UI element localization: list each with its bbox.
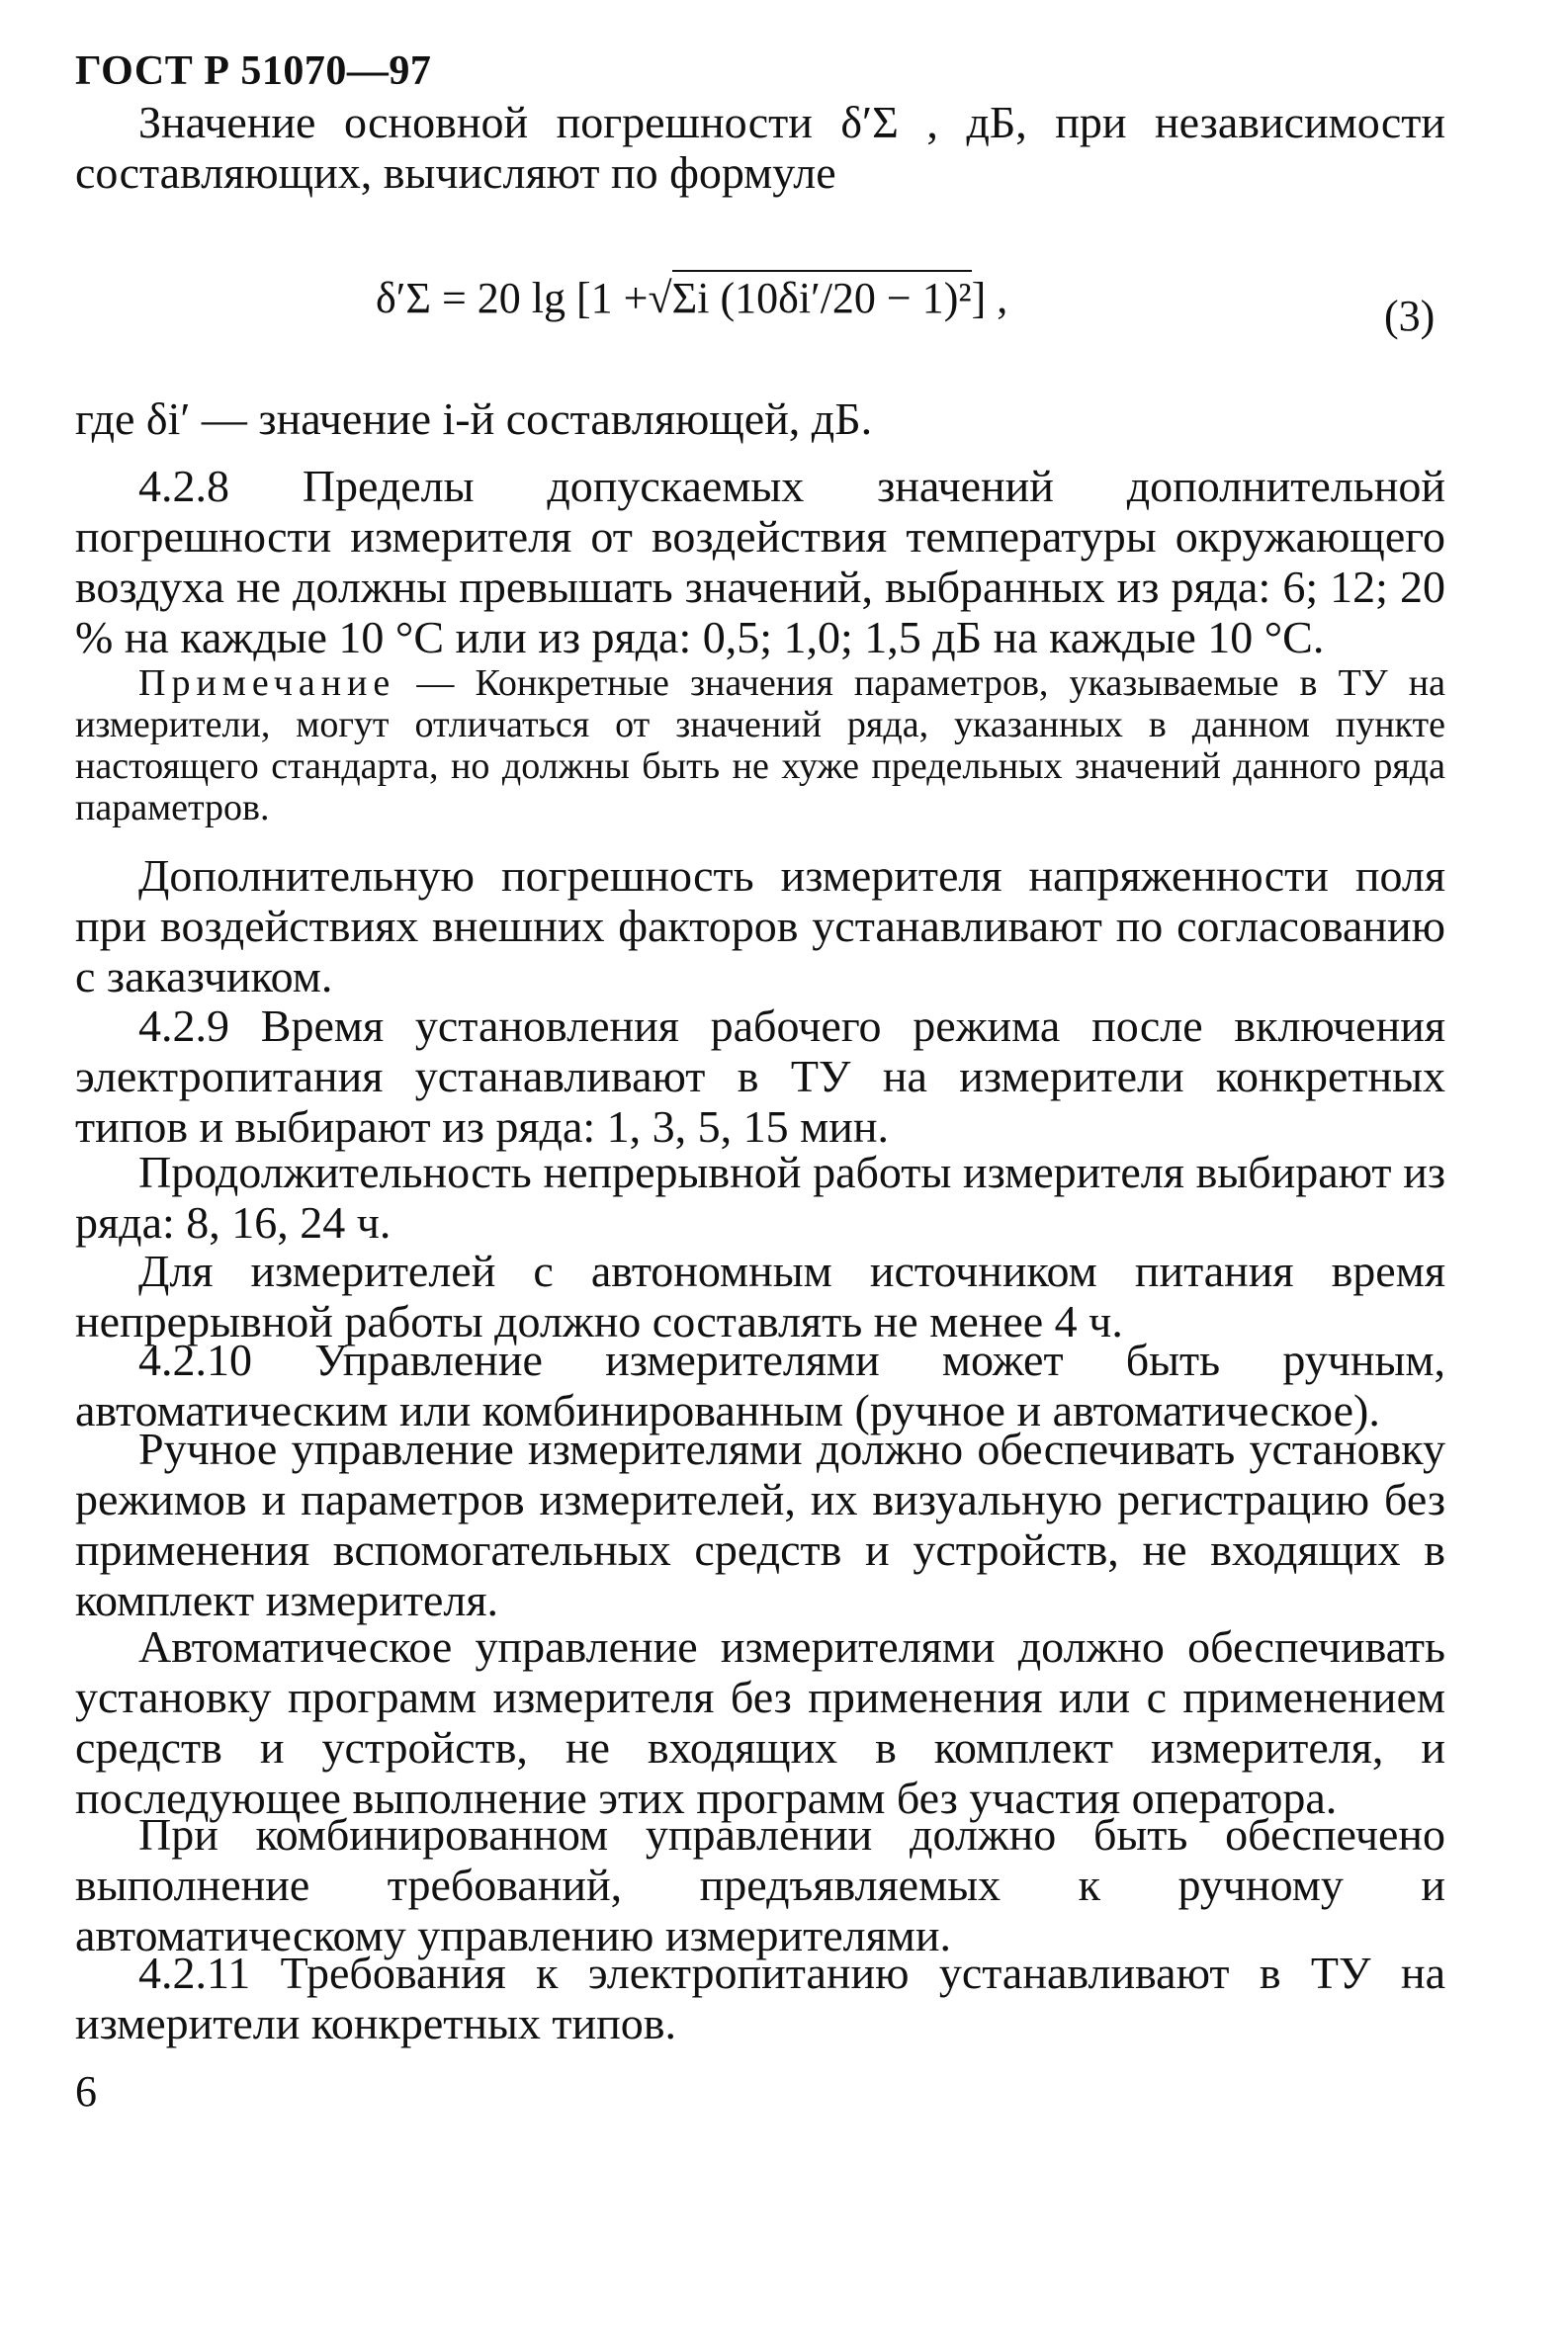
- paragraph-additional-error: Дополнительную погрешность измерителя напряженности поля при воздействиях внешних факторов устанавливают по согласованию с заказчиком.: [75, 850, 1445, 1001]
- paragraph-autonomous: Для измерителей с автономным источником питания время непрерывной работы должно составлять не менее 4 ч.: [75, 1246, 1445, 1346]
- page-number: 6: [75, 2067, 97, 2116]
- paragraph-4-2-8: 4.2.8 Пределы допускаемых значений дополнительной погрешности измерителя от воздействия температуры окружающего воздуха не должны превышать значений, выбранных из ряда: 6; 12; 20 % на каждые 10 °С или из ряда: 0,5; 1,0; 1,5 дБ на каждые 10 °С.: [75, 461, 1445, 662]
- formula-3: [376, 273, 1007, 323]
- document-header: ГОСТ Р 51070—97: [75, 48, 432, 94]
- paragraph-4-2-11: 4.2.11 Требования к электропитанию устанавливают в ТУ на измерители конкретных типов.: [75, 1948, 1445, 2048]
- paragraph-4-2-9: 4.2.9 Время установления рабочего режима после включения электропитания устанавливают в ТУ на измерители конкретных типов и выбирают из ряда: 1, 3, 5, 15 мин.: [75, 1000, 1445, 1152]
- paragraph-where: где δi′ — значение i-й составляющей, дБ.: [75, 393, 873, 444]
- paragraph-auto-control: Автоматическое управление измерителями должно обеспечивать установку программ измерителя без применения или с применением средств и устройств, не входящих в комплект измерителя, и последующее выполнение этих программ без участия оператора.: [75, 1621, 1445, 1823]
- formula-lhs: δ′Σ = 20 lg [1 +: [376, 274, 649, 322]
- paragraph-duration: Продолжительность непрерывной работы измерителя выбирают из ряда: 8, 16, 24 ч.: [75, 1147, 1445, 1248]
- note-block: [75, 662, 1445, 828]
- formula-close: ] ,: [971, 274, 1008, 322]
- sqrt-icon: √: [648, 274, 672, 322]
- paragraph-4-2-10: 4.2.10 Управление измерителями может быть ручным, автоматическим или комбинированным (ручное и автоматическое).: [75, 1335, 1445, 1435]
- paragraph-formula-intro: Значение основной погрешности δ′Σ , дБ, при независимости составляющих, вычисляют по формуле: [75, 97, 1445, 198]
- note-label: Примечание: [138, 662, 396, 704]
- note-text: — Конкретные значения параметров, указываемые в ТУ на измерители, могут отличаться от значений ряда, указанных в данном пункте настоящего стандарта, но должны быть не хуже предельных значений данного ряда параметров.: [75, 662, 1445, 828]
- equation-number: (3): [1384, 292, 1436, 340]
- formula-radicand: Σi (10δi′/20 − 1)²: [672, 270, 972, 322]
- paragraph-manual-control: Ручное управление измерителями должно обеспечивать установку режимов и параметров измерителей, их визуальную регистрацию без применения вспомогательных средств и устройств, не входящих в комплект измерителя.: [75, 1424, 1445, 1625]
- paragraph-combined-control: При комбинированном управлении должно быть обеспечено выполнение требований, предъявляемых к ручному и автоматическому управлению измерителями.: [75, 1809, 1445, 1960]
